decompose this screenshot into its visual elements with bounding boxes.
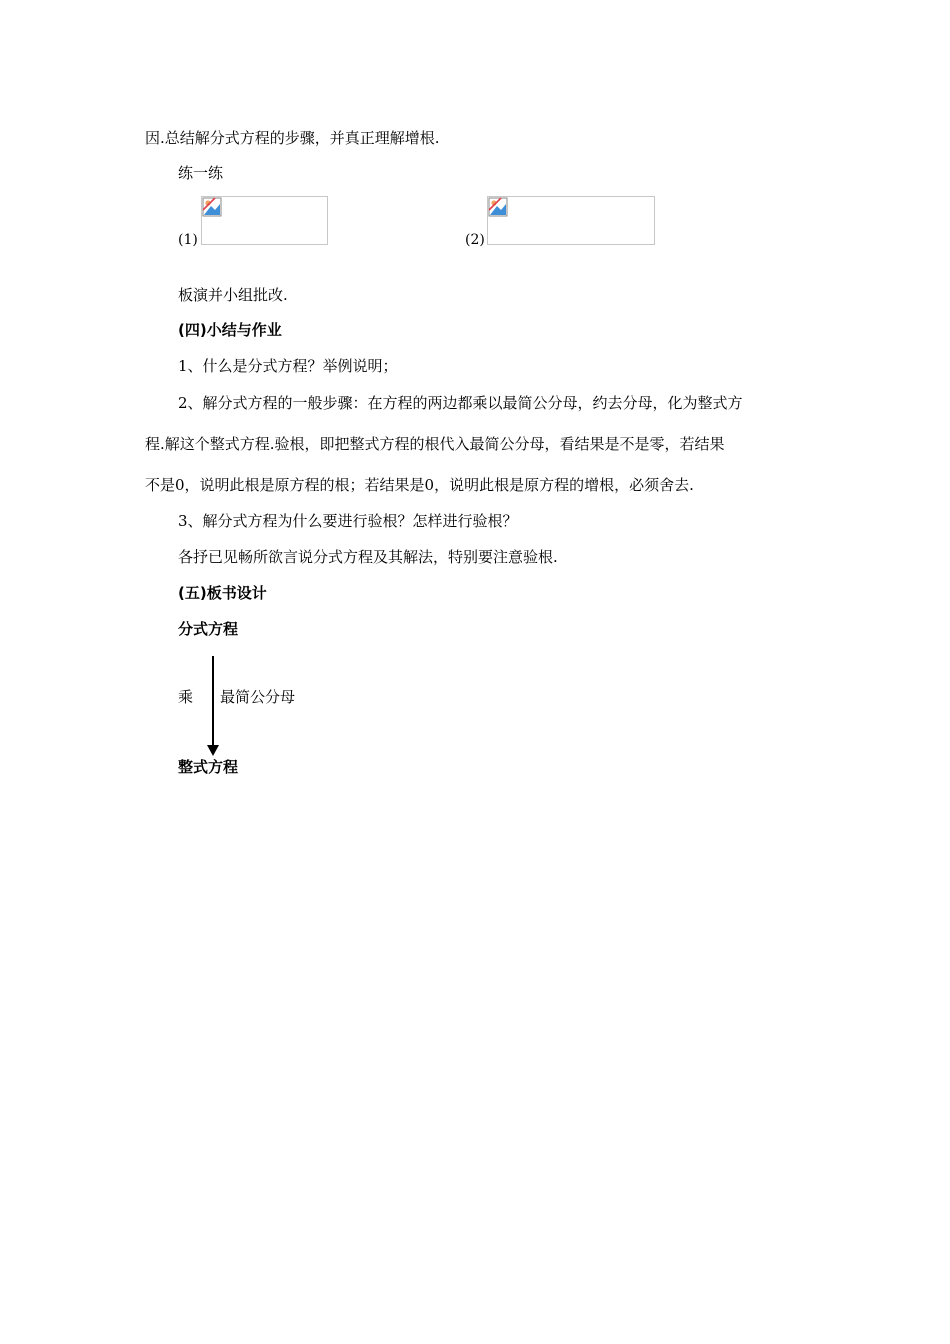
paragraph-board-review: 板演并小组批改.: [178, 286, 288, 304]
broken-image-icon: [202, 197, 222, 217]
summary-item-2-line-3: 不是0，说明此根是原方程的根；若结果是0，说明此根是原方程的增根，必须舍去.: [145, 476, 694, 494]
exercise-1-image: [201, 196, 328, 245]
exercise-1-label: (1): [178, 232, 198, 248]
down-arrow-icon: [207, 745, 219, 756]
section-heading-board-design: (五)板书设计: [178, 584, 267, 602]
board-right-label: 最简公分母: [220, 688, 296, 706]
practice-heading: 练一练: [178, 164, 224, 182]
exercise-2-image: [487, 196, 655, 245]
paragraph-discussion: 各抒已见畅所欲言说分式方程及其解法，特别要注意验根.: [178, 548, 558, 566]
section-heading-summary: (四)小结与作业: [178, 321, 282, 339]
board-left-label: 乘: [178, 688, 194, 706]
exercise-2-label: (2): [465, 232, 485, 248]
summary-item-1: 1、什么是分式方程？举例说明；: [178, 357, 398, 375]
board-bottom-label: 整式方程: [178, 758, 239, 776]
paragraph-summary-steps: 因.总结解分式方程的步骤，并真正理解增根.: [145, 129, 440, 147]
broken-image-icon: [488, 197, 508, 217]
summary-item-2-line-1: 2、解分式方程的一般步骤：在方程的两边都乘以最简公分母，约去分母，化为整式方: [178, 394, 743, 412]
summary-item-3: 3、解分式方程为什么要进行验根？怎样进行验根？: [178, 512, 518, 530]
down-arrow-shaft: [212, 656, 214, 748]
board-top-label: 分式方程: [178, 620, 239, 638]
summary-item-2-line-2: 程.解这个整式方程.验根，即把整式方程的根代入最简公分母，看结果是不是零，若结果: [145, 435, 725, 453]
